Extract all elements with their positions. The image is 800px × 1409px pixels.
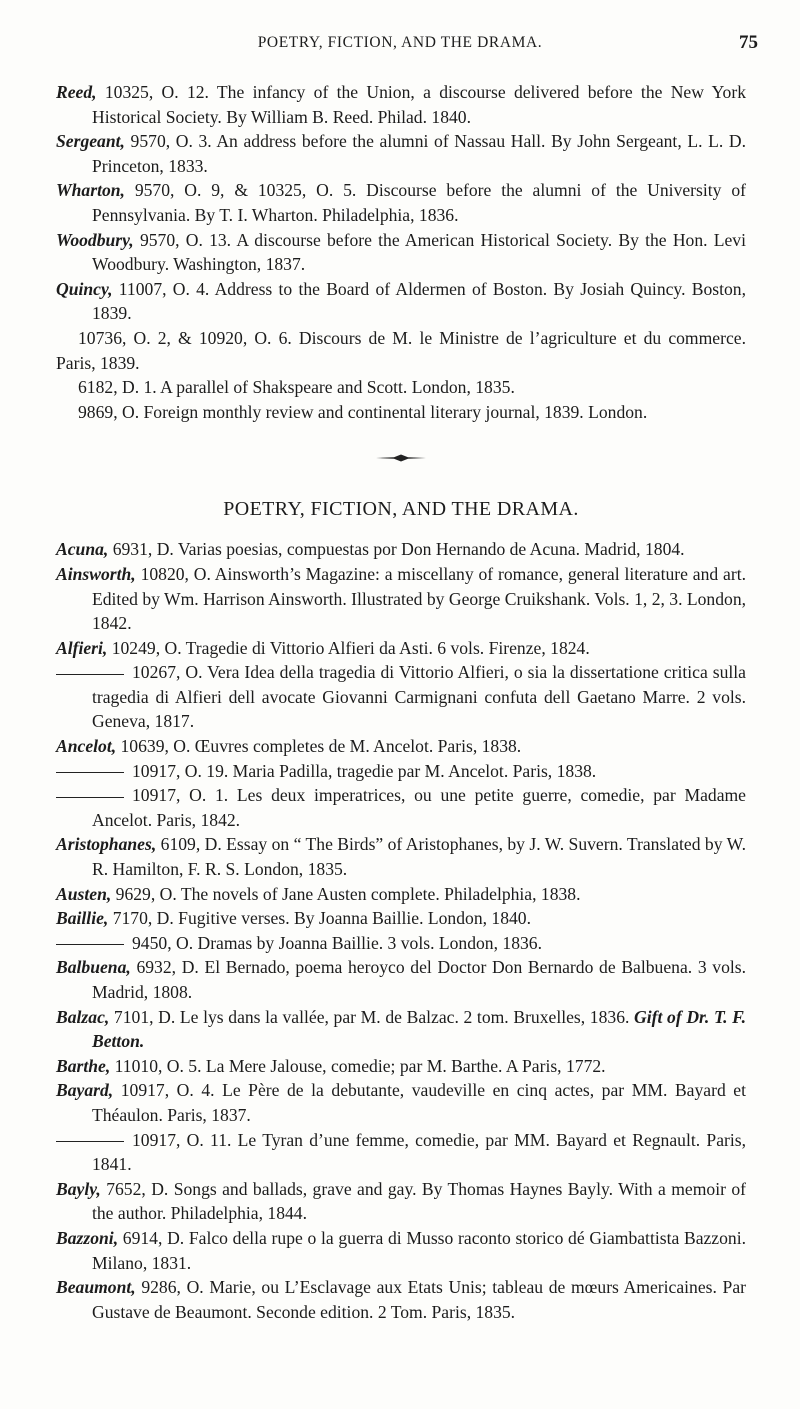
entry-text: 6932, D. El Bernado, poema heroyco del Doctor Don Bernardo de Balbuena. 3 vols. Madrid, 1808. [92,957,746,1002]
entry-text: 7101, D. Le lys dans la vallée, par M. de Balzac. 2 tom. Bruxelles, 1836. [109,1006,635,1027]
entry-author: Woodbury, [56,229,134,250]
entry-author: Quincy, [56,278,113,299]
entry-text: 9570, O. 13. A discourse before the American Historical Society. By the Hon. Levi Woodbury. Washington, 1837. [92,229,746,275]
entry-text: 11007, O. 4. Address to the Board of Aldermen of Boston. By Josiah Quincy. Boston, 1839. [92,278,746,324]
catalog-entry [56,537,746,562]
entry-author: Alfieri, [56,637,108,658]
catalog-entry [56,178,746,227]
entry-author: Bayly, [56,1178,101,1199]
entry-text: 10917, O. 11. Le Tyran d’une femme, comedie, par MM. Bayard et Regnault. Paris, 1841. [92,1129,746,1175]
entry-text: 9450, O. Dramas by Joanna Baillie. 3 vols. London, 1836. [132,932,542,953]
entry-author: Bazzoni, [56,1227,119,1248]
entry-text: 10249, O. Tragedie di Vittorio Alfieri da Asti. 6 vols. Firenze, 1824. [107,637,590,658]
section-heading: POETRY, FICTION, AND THE DRAMA. [223,498,579,521]
catalog-entry [56,882,746,907]
catalog-entry [56,1128,746,1177]
catalog-entry [56,759,746,784]
entry-author: Baillie, [56,908,109,929]
catalog-entry [56,931,746,956]
catalog-entry [56,400,746,425]
entry-author: Sergeant, [56,131,125,152]
entry-author: Austen, [56,883,112,904]
entry-text: 10917, O. 4. Le Père de la debutante, vaudeville en cinq actes, par MM. Bayard et Théaulon. Paris, 1837. [92,1080,746,1125]
entry-text: 6931, D. Varias poesias, compuestas por Don Hernando de Acuna. Madrid, 1804. [108,539,685,560]
ditto-dash [56,1141,124,1142]
catalog-entry [56,783,746,832]
entry-gift-note: Gift of Dr. T. F. Betton. [92,1006,746,1052]
entry-text: 9286, O. Marie, ou L’Esclavage aux Etats Unis; tableau de mœurs Americaines. Par Gustave de Beaumont. Seconde edition. 2 Tom. Paris, 1835. [92,1277,746,1322]
entry-author: Barthe, [56,1055,111,1076]
entry-text: 10917, O. 1. Les deux imperatrices, ou une petite guerre, comedie, par Madame Ancelot. Paris, 1842. [92,785,746,830]
catalog-entry [56,1054,746,1079]
entry-text: 10325, O. 12. The infancy of the Union, a discourse delivered before the New York Historical Society. By William B. Reed. Philad. 1840. [92,82,746,127]
entry-text: 11010, O. 5. La Mere Jalouse, comedie; par M. Barthe. A Paris, 1772. [110,1055,606,1076]
entry-author: Aristophanes, [56,834,157,855]
catalog-entry [56,832,746,881]
top-entry-list [56,80,746,424]
catalog-entry-list [56,537,746,1324]
entry-author: Bayard, [56,1080,114,1101]
divider-rule-icon [374,453,428,463]
entry-text: 9629, O. The novels of Jane Austen complete. Philadelphia, 1838. [111,883,581,904]
entry-author: Wharton, [56,180,125,201]
entry-text: 10820, O. Ainsworth’s Magazine: a miscellany of romance, general literature and art. Edited by Wm. Harrison Ainsworth. Illustrated by George Cruikshank. Vols. 1, 2, 3. London, 1842. [92,563,747,634]
catalog-entry [56,129,746,178]
entry-author: Acuna, [56,539,109,560]
entry-text: 10736, O. 2, & 10920, O. 6. Discours de M. le Ministre de l’agriculture et du commerce. Paris, 1839. [56,327,746,373]
entry-text: 7652, D. Songs and ballads, grave and gay. By Thomas Haynes Bayly. With a memoir of the author. Philadelphia, 1844. [92,1178,746,1224]
running-head [0,34,800,58]
entry-author: Ancelot, [56,736,117,757]
catalog-entry [56,562,746,636]
entry-text: 10267, O. Vera Idea della tragedia di Vittorio Alfieri, o sia la dissertatione critica sulla tragedia di Alfieri dell avocate Giovanni Carmignani confuta dell Gaetano Marre. 2 vols. Geneva, 1817. [92,662,746,732]
entry-text: 6182, D. 1. A parallel of Shakspeare and Scott. London, 1835. [78,377,515,398]
catalog-entry [56,1005,746,1054]
catalog-entry [56,955,746,1004]
entry-author: Balbuena, [56,957,131,978]
catalog-entry [56,1078,746,1127]
entry-author: Beaumont, [56,1277,136,1298]
catalog-entry [56,1275,746,1324]
ditto-dash [56,772,124,773]
entry-text: 6109, D. Essay on “ The Birds” of Aristophanes, by J. W. Suvern. Translated by W. R. Hamilton, F. R. S. London, 1835. [92,834,746,880]
running-head-title: POETRY, FICTION, AND THE DRAMA. [257,34,543,51]
page-number: 75 [739,32,758,53]
entry-text: 6914, D. Falco della rupe o la guerra di Musso raconto storico dé Giambattista Bazzoni. Milano, 1831. [92,1227,746,1273]
ditto-dash [56,944,124,945]
catalog-entry [56,326,746,375]
catalog-entry [56,636,746,661]
page-body [56,80,746,1324]
entry-text: 7170, D. Fugitive verses. By Joanna Baillie. London, 1840. [108,908,531,929]
catalog-entry [56,375,746,400]
catalog-entry [56,277,746,326]
entry-text: 9570, O. 3. An address before the alumni of Nassau Hall. By John Sergeant, L. L. D. Princeton, 1833. [92,131,746,176]
catalog-entry [56,80,746,129]
entry-text: 10917, O. 19. Maria Padilla, tragedie par M. Ancelot. Paris, 1838. [132,760,597,781]
entry-text: 9869, O. Foreign monthly review and continental literary journal, 1839. London. [78,401,648,422]
entry-author: Balzac, [56,1006,110,1027]
entry-text: 9570, O. 9, & 10325, O. 5. Discourse before the alumni of the University of Pennsylvania. By T. I. Wharton. Philadelphia, 1836. [92,180,746,225]
entry-author: Reed, [56,82,97,102]
ditto-dash [56,674,124,675]
section-divider-ornament [56,450,746,474]
ditto-dash [56,797,124,798]
catalog-entry [56,734,746,759]
catalog-entry [56,906,746,931]
catalog-entry [56,228,746,277]
catalog-entry [56,660,746,734]
catalog-entry [56,1226,746,1275]
entry-author: Ainsworth, [56,563,136,584]
catalog-entry [56,1177,746,1226]
entry-text: 10639, O. Œuvres completes de M. Ancelot. Paris, 1838. [116,736,522,757]
